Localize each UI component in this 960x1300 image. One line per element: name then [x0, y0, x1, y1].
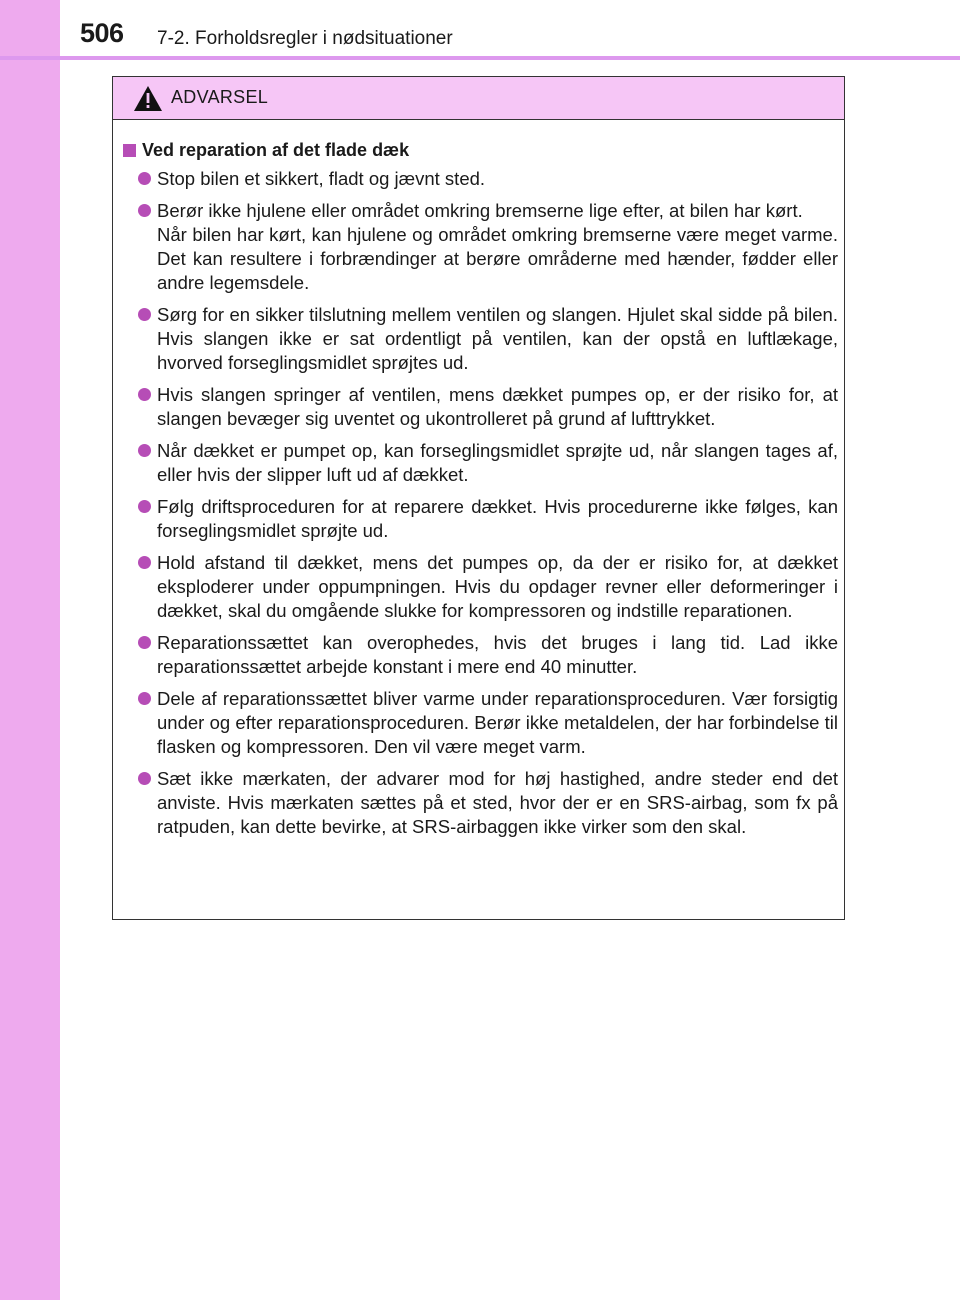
warning-box	[112, 76, 845, 920]
warning-subheading-text: Ved reparation af det flade dæk	[142, 140, 410, 160]
list-item: Sæt ikke mærkaten, der advarer mod for høj hastighed, andre steder end det anviste. Hvis mærkaten sættes på et sted, hvor der er en SRS-airbag, som fx på ratpuden, kan dette bevirke, at SRS-airbaggen ikke virker som den skal.	[123, 767, 838, 839]
circle-bullet-icon	[138, 500, 151, 513]
warning-title: ADVARSEL	[171, 87, 269, 107]
bullet-note: Når bilen har kørt, kan hjulene og området omkring bremserne være meget varme. Det kan resultere i forbrændinger at berøre områderne med hænder, fødder eller andre legemsdele.	[157, 224, 838, 293]
circle-bullet-icon	[138, 204, 151, 217]
section-title: 7-2. Forholdsregler i nødsituationer	[157, 28, 453, 49]
list-item: Reparationssættet kan overophedes, hvis det bruges i lang tid. Lad ikke reparationssættet arbejde konstant i mere end 40 minutter.	[123, 631, 838, 679]
list-item: Hold afstand til dækket, mens det pumpes op, da der er risiko for, at dækket eksploderer under oppumpningen. Hvis du opdager revner eller deformeringer i dækket, skal du omgående slukke for kompressoren og indstille reparationen.	[123, 551, 838, 623]
warning-subheading	[123, 138, 838, 162]
warning-body	[113, 120, 844, 839]
list-item: Sørg for en sikker tilslutning mellem ventilen og slangen. Hjulet skal sidde på bilen. Hvis slangen ikke er sat ordentligt på ventilen, kan der opstå en luftlækage, hvorved forseglingsmidlet sprøjtes ud.	[123, 303, 838, 375]
list-item: Hvis slangen springer af ventilen, mens dækket pumpes op, er der risiko for, at slangen bevæger sig uventet og ukontrolleret på grund af lufttrykket.	[123, 383, 838, 431]
list-item: Dele af reparationssættet bliver varme under reparationsproceduren. Vær forsigtig under og efter reparationsproceduren. Berør ikke metaldelen, der har forbindelse til flasken og kompressoren. Den vil være meget varm.	[123, 687, 838, 759]
circle-bullet-icon	[138, 172, 151, 185]
circle-bullet-icon	[138, 388, 151, 401]
circle-bullet-icon	[138, 772, 151, 785]
side-color-strip	[0, 0, 60, 1300]
circle-bullet-icon	[138, 444, 151, 457]
list-item: Følg driftsproceduren for at reparere dækket. Hvis procedurerne ikke følges, kan forseglingsmidlet sprøjte ud.	[123, 495, 838, 543]
circle-bullet-icon	[138, 692, 151, 705]
list-item: Berør ikke hjulene eller området omkring bremserne lige efter, at bilen har kørt. Når bilen har kørt, kan hjulene og området omkring bremserne være meget varme. Det kan resultere i forbrændinger at berøre områderne med hænder, fødder eller andre legemsdele.	[123, 199, 838, 295]
header-divider	[0, 56, 960, 60]
page-number: 506	[80, 18, 124, 48]
circle-bullet-icon	[138, 308, 151, 321]
warning-triangle-icon	[133, 85, 163, 112]
circle-bullet-icon	[138, 556, 151, 569]
list-item: Når dækket er pumpet op, kan forseglingsmidlet sprøjte ud, når slangen tages af, eller hvis der slipper luft ud af dækket.	[123, 439, 838, 487]
circle-bullet-icon	[138, 636, 151, 649]
warning-header	[113, 77, 844, 120]
warning-bullet-list	[123, 167, 838, 839]
square-bullet-icon	[123, 144, 136, 157]
list-item: Stop bilen et sikkert, fladt og jævnt sted.	[123, 167, 838, 191]
